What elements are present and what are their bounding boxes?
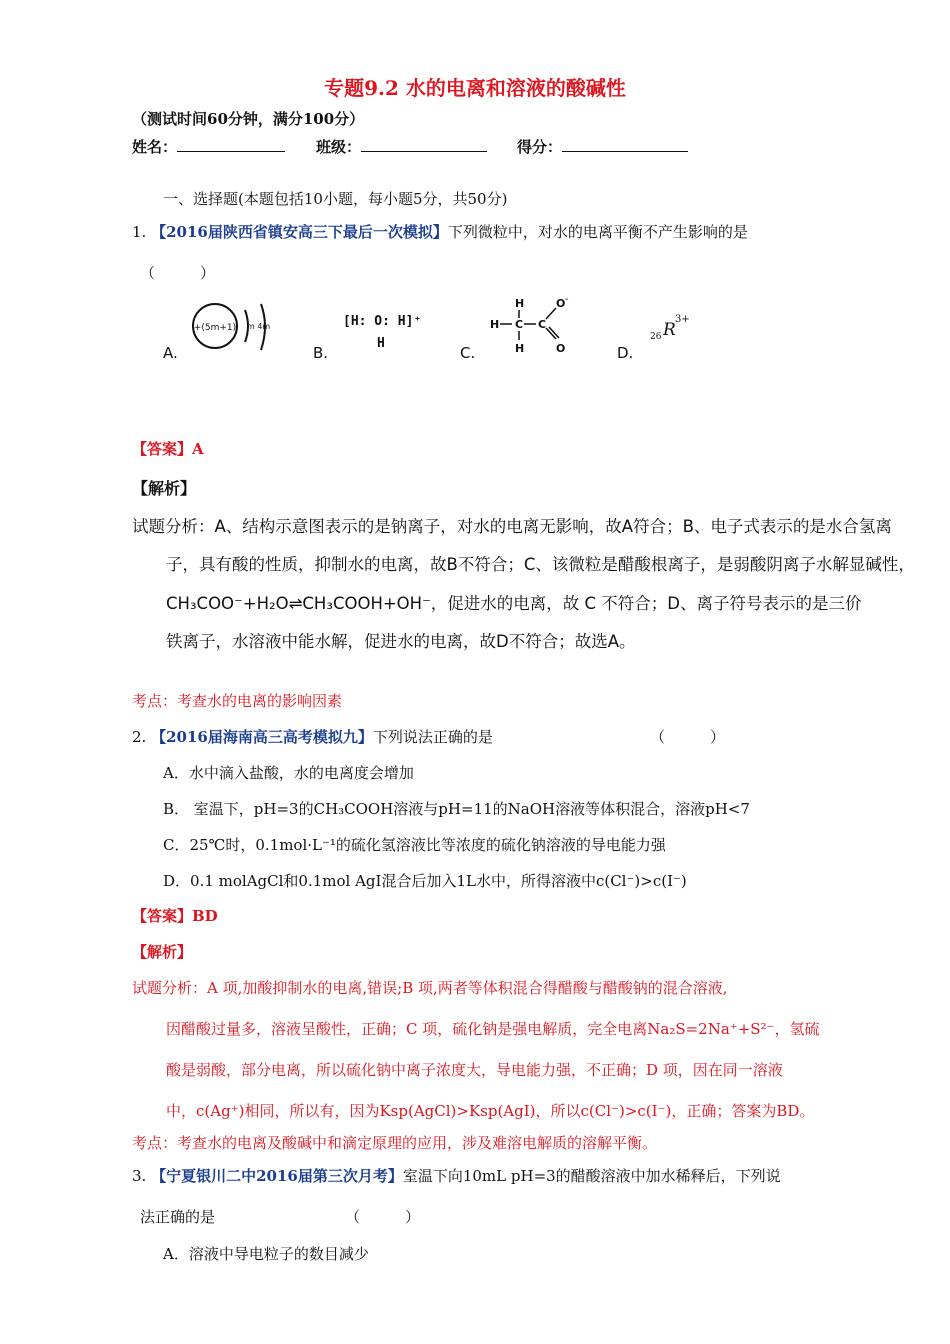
q1-analysis-line-2: 子，具有酸的性质，抑制水的电离，故B不符合；C、该微粒是醋酸根离子，是弱酸阴离子水解显碱性， xyxy=(166,555,915,574)
q2-answer: 【答案】BD xyxy=(132,907,218,925)
page-title: 专题9.2 水的电离和溶液的酸碱性 xyxy=(324,76,626,100)
q1-option-d xyxy=(617,314,727,364)
score-field xyxy=(517,136,688,157)
q2-source: 【2016届海南高三高考模拟九】 xyxy=(151,728,373,746)
charge-minus: - xyxy=(565,294,569,305)
q3-stem-cont: 法正确的是 xyxy=(140,1208,216,1226)
atom-c2: C xyxy=(538,318,547,331)
q2-analysis-title: 【解析】 xyxy=(132,943,193,961)
name-field xyxy=(132,136,285,157)
question-2 xyxy=(132,726,493,747)
q1-answer: 【答案】A xyxy=(132,440,204,458)
q2-analysis-line-2: 因醋酸过量多，溶液呈酸性，正确；C 项，硫化钠是强电解质，完全电离Na₂S=2Na⁺+S²⁻，氢硫 xyxy=(166,1020,820,1038)
ion-symbol: R xyxy=(663,320,676,340)
hydronium-formula: [H: O: H]⁺ xyxy=(343,314,422,329)
shell-electrons: m 4m xyxy=(247,322,271,331)
q3-paren: （ ） xyxy=(345,1208,421,1226)
class-label: 班级： xyxy=(316,138,362,156)
atom-h-top: H xyxy=(515,297,525,310)
q3-option-a: A．溶液中导电粒子的数目减少 xyxy=(163,1245,369,1263)
q2-point: 考点：考查水的电离及酸碱中和滴定原理的应用，涉及难溶电解质的溶解平衡。 xyxy=(132,1134,658,1152)
q1-point: 考点：考查水的电离的影响因素 xyxy=(132,692,343,710)
atom-h-bottom: H xyxy=(515,342,525,355)
q3-stem: 室温下向10mL pH=3的醋酸溶液中加水稀释后，下列说 xyxy=(402,1167,781,1185)
q1-option-c-label: C. xyxy=(460,344,476,362)
q1-option-c xyxy=(460,292,600,368)
nucleus-charge: +(5m+1) xyxy=(193,323,237,333)
atom-o-bottom: O xyxy=(556,342,566,355)
q2-option-c: C．25℃时，0.1mol·L⁻¹的硫化氢溶液比等浓度的硫化钠溶液的导电能力强 xyxy=(163,836,666,854)
q1-option-b xyxy=(313,312,433,368)
name-label: 姓名： xyxy=(132,138,178,156)
q1-source: 【2016届陕西省镇安高三下最后一次模拟】 xyxy=(151,223,448,241)
q2-option-d: D．0.1 molAgCl和0.1mol AgI混合后加入1L水中，所得溶液中c(Cl⁻)>c(I⁻) xyxy=(163,872,687,890)
test-info: （测试时间60分钟，满分100分） xyxy=(132,110,365,128)
q1-option-d-label: D. xyxy=(617,344,634,362)
question-3 xyxy=(132,1165,781,1186)
ion-charge: 3+ xyxy=(675,314,690,325)
q2-analysis-line-1: 试题分析：A 项,加酸抑制水的电离,错误;B 项,两者等体积混合得醋酸与醋酸钠的混合溶液, xyxy=(132,979,728,997)
q2-paren: （ ） xyxy=(650,728,726,746)
q2-analysis-line-4: 中，c(Ag⁺)相同，所以有，因为Ksp(AgCl)>Ksp(AgI)，所以c(Cl⁻)>c(I⁻)，正确；答案为BD。 xyxy=(166,1102,815,1120)
q2-stem: 下列说法正确的是 xyxy=(372,728,493,746)
q2-number: 2. xyxy=(132,728,147,746)
class-blank[interactable] xyxy=(361,137,487,152)
q1-option-a-label: A. xyxy=(163,344,178,362)
q1-analysis-line-4: 铁离子，水溶液中能水解，促进水的电离，故D不符合；故选A。 xyxy=(166,632,636,651)
q1-paren: （ ） xyxy=(140,264,216,282)
class-field xyxy=(316,136,487,157)
atom-c1: C xyxy=(515,318,524,331)
q1-stem: 下列微粒中，对水的电离平衡不产生影响的是 xyxy=(447,223,748,241)
score-label: 得分： xyxy=(517,138,563,156)
atomic-number: 26 xyxy=(650,332,662,342)
q2-option-a: A．水中滴入盐酸，水的电离度会增加 xyxy=(163,764,414,782)
q2-option-b: B． 室温下，pH=3的CH₃COOH溶液与pH=11的NaOH溶液等体积混合，溶液pH<7 xyxy=(163,800,750,818)
q1-analysis-line-3: CH₃COO⁻+H₂O⇌CH₃COOH+OH⁻，促进水的电离，故 C 不符合；D、离子符号表示的是三价 xyxy=(166,594,862,613)
atom-o-top: O xyxy=(556,297,566,310)
atom-h-left: H xyxy=(490,318,500,331)
hydronium-bottom-h: H xyxy=(377,336,385,351)
score-blank[interactable] xyxy=(562,137,688,152)
q1-analysis-line-1: 试题分析：A、结构示意图表示的是钠离子，对水的电离无影响，故A符合；B、电子式表示的是水合氢离 xyxy=(132,517,892,536)
q3-source: 【宁夏银川二中2016届第三次月考】 xyxy=(151,1167,403,1185)
acetate-structure xyxy=(460,292,600,368)
q1-number: 1. xyxy=(132,223,147,241)
section-heading: 一、选择题(本题包括10小题，每小题5分，共50分) xyxy=(163,190,508,208)
name-blank[interactable] xyxy=(177,137,285,152)
q2-analysis-line-3: 酸是弱酸，部分电离，所以硫化钠中离子浓度大，导电能力强，不正确；D 项，因在同一溶液 xyxy=(166,1061,783,1079)
q1-analysis-title: 【解析】 xyxy=(132,479,197,498)
question-1 xyxy=(132,221,748,242)
atom-structure-diagram xyxy=(163,292,293,367)
q1-option-a xyxy=(163,292,293,367)
q1-option-b-label: B. xyxy=(313,344,329,362)
q3-number: 3. xyxy=(132,1167,147,1185)
